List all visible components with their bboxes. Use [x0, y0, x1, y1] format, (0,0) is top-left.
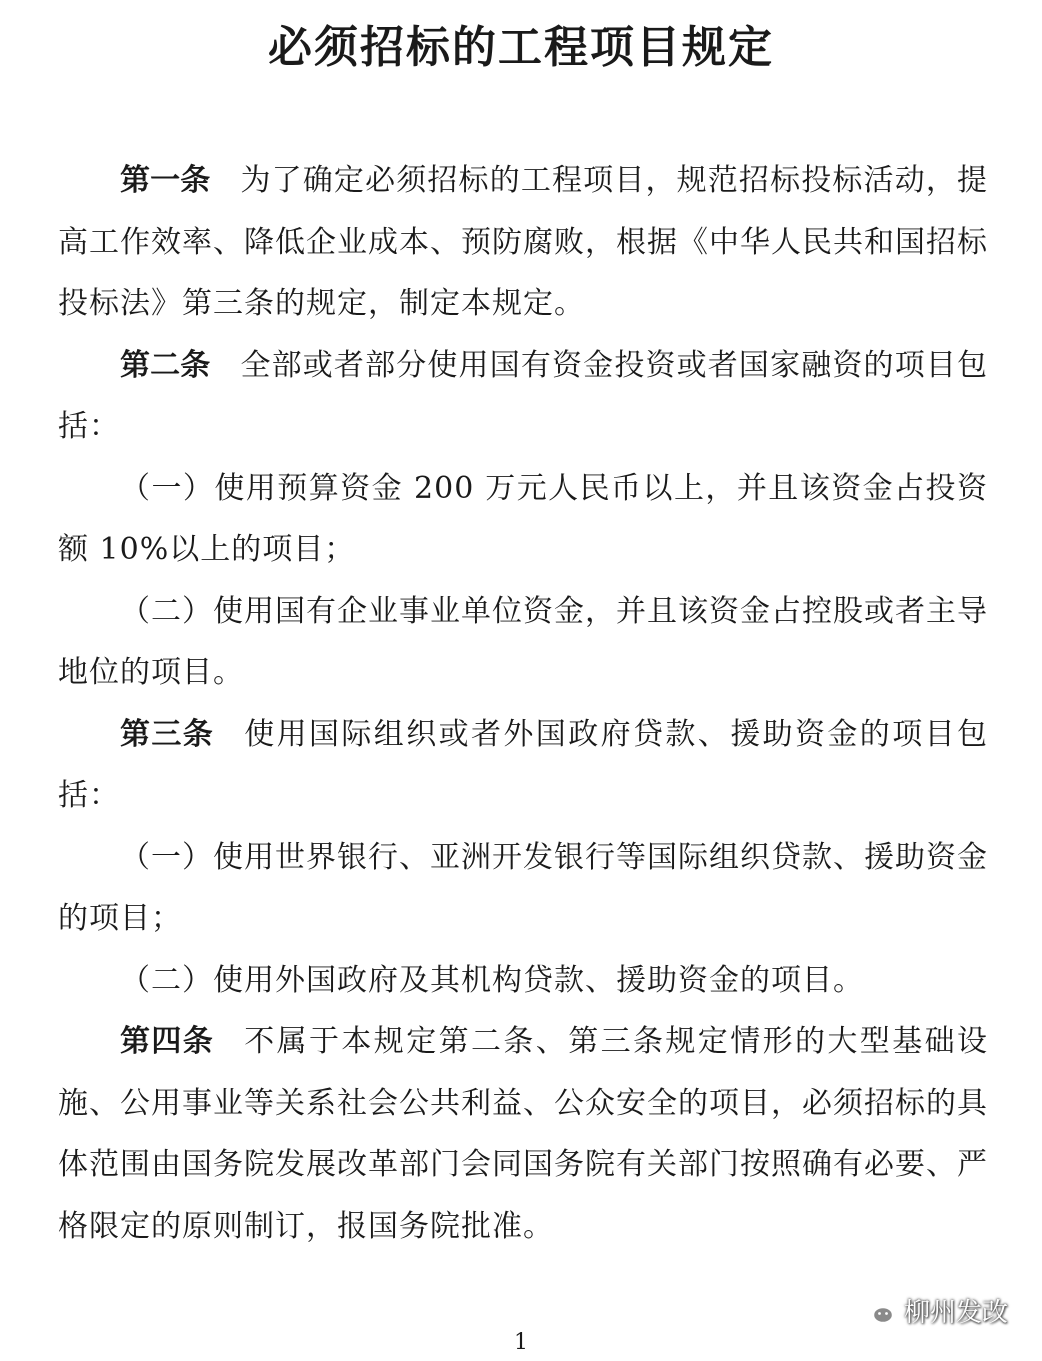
- item-text: （一）使用预算资金 200 万元人民币以上，并且该资金占投资额 10%以上的项目；: [58, 470, 988, 567]
- article-heading: 第三条: [120, 716, 215, 752]
- item-text: （二）使用国有企业事业单位资金，并且该资金占控股或者主导地位的项目。: [58, 593, 988, 690]
- article-heading: 第二条: [120, 347, 211, 383]
- article-text: 不属于本规定第二条、第三条规定情形的大型基础设施、公用事业等关系社会公共利益、公众安全的项目，必须招标的具体范围由国务院发展改革部门会同国务院有关部门按照确有必要、严格限定的原则制订，报国务院批准。: [58, 1024, 989, 1244]
- article-heading: 第一条: [120, 163, 211, 198]
- wechat-icon: [856, 1295, 896, 1327]
- article-4: [58, 1011, 988, 1257]
- article-3-item-1: [58, 827, 988, 950]
- wechat-watermark: [856, 1292, 1008, 1329]
- page-number: 1: [514, 1330, 528, 1355]
- article-heading: 第四条: [120, 1024, 215, 1059]
- article-text: 为了确定必须招标的工程项目，规范招标投标活动，提高工作效率、降低企业成本、预防腐败，根据《中华人民共和国招标投标法》第三条的规定，制定本规定。: [58, 163, 989, 321]
- article-text: 全部或者部分使用国有资金投资或者国家融资的项目包括：: [58, 347, 989, 444]
- item-text: （二）使用外国政府及其机构贷款、援助资金的项目。: [120, 962, 864, 998]
- article-2-item-1: [58, 458, 988, 581]
- document-body: [58, 150, 988, 1257]
- article-2-item-2: [58, 581, 988, 704]
- watermark-text: 柳州发改: [903, 1298, 1008, 1328]
- article-2: [58, 335, 988, 458]
- item-text: （一）使用世界银行、亚洲开发银行等国际组织贷款、援助资金的项目；: [58, 839, 988, 936]
- document-title: 必须招标的工程项目规定: [268, 22, 774, 73]
- article-3: [58, 704, 988, 827]
- article-3-item-2: [58, 950, 988, 1012]
- article-1: [58, 150, 988, 335]
- article-text: 使用国际组织或者外国政府贷款、援助资金的项目包括：: [58, 716, 989, 813]
